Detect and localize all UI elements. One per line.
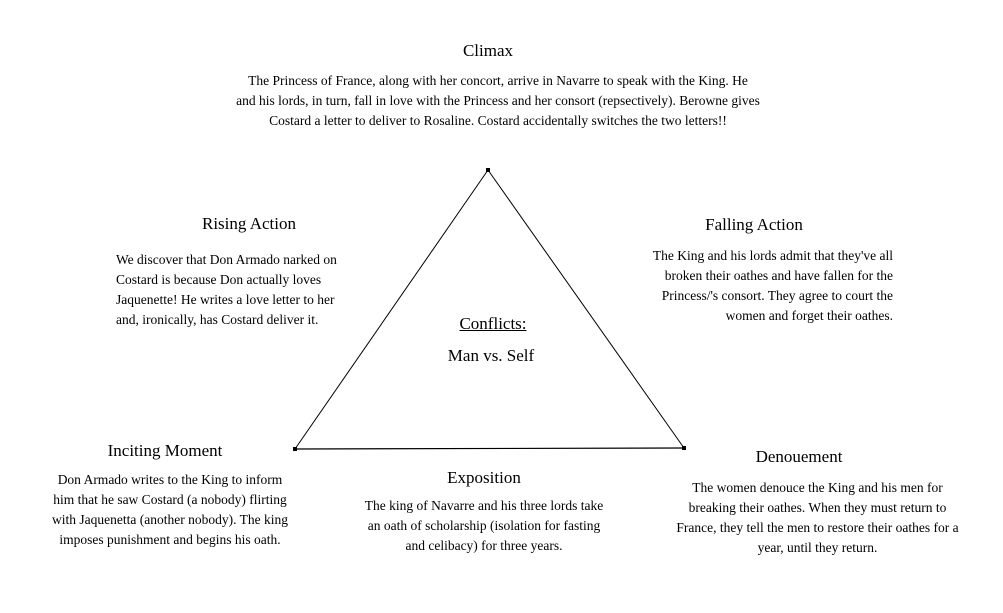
denouement-heading: Denouement xyxy=(755,447,843,466)
denouement-description xyxy=(650,478,985,558)
base-edge xyxy=(295,448,684,449)
climax-line: and his lords, in turn, fall in love with the Princess and her consort (repsectively). Berowne gives xyxy=(236,93,760,108)
climax-line: The Princess of France, along with her concort, arrive in Navarre to speak with the King. He xyxy=(248,73,748,88)
denouement-line: year, until they return. xyxy=(757,540,878,555)
rising-action-line: Jaquenette! He writes a love letter to her xyxy=(116,292,335,307)
rising-action-description xyxy=(116,250,396,330)
inciting-moment-line: with Jaquenetta (another nobody). The king xyxy=(52,512,288,527)
falling-action-line: Princess/'s consort. They agree to court the xyxy=(661,288,893,303)
exposition-line: The king of Navarre and his three lords take xyxy=(364,498,604,513)
left-vertex-marker xyxy=(293,447,297,451)
inciting-moment-line: Don Armado writes to the King to inform xyxy=(57,472,283,487)
exposition-line: and celibacy) for three years. xyxy=(405,538,563,553)
falling-action-line: women and forget their oathes. xyxy=(725,308,893,323)
falling-action-line: broken their oathes and have fallen for the xyxy=(664,268,893,283)
inciting-moment-line: him that he saw Costard (a nobody) flirting xyxy=(53,492,287,507)
climax-description xyxy=(188,71,808,131)
exposition-line: an oath of scholarship (isolation for fasting xyxy=(367,518,601,533)
inciting-moment-line: imposes punishment and begins his oath. xyxy=(59,532,281,547)
denouement-line: breaking their oathes. When they must return to xyxy=(688,500,947,515)
climax-line: Costard a letter to deliver to Rosaline. Costard accidentally switches the two letters!! xyxy=(269,113,727,128)
falling-action-heading: Falling Action xyxy=(705,215,803,234)
inciting-moment-heading: Inciting Moment xyxy=(107,441,223,460)
rising-action-line: We discover that Don Armado narked on xyxy=(116,252,337,267)
rising-action-heading: Rising Action xyxy=(202,214,296,233)
right-vertex-marker xyxy=(682,446,686,450)
falling-action-line: The King and his lords admit that they've all xyxy=(652,248,893,263)
falling-action-description xyxy=(593,246,893,326)
inciting-moment-description xyxy=(25,470,315,550)
rising-action-line: Costard is because Don actually loves xyxy=(116,272,322,287)
exposition-description xyxy=(339,496,629,556)
exposition-heading: Exposition xyxy=(447,468,521,487)
rising-action-line: and, ironically, has Costard deliver it. xyxy=(116,312,319,327)
denouement-line: The women denouce the King and his men for xyxy=(692,480,943,495)
conflicts-value: Man vs. Self xyxy=(447,346,535,365)
climax-heading: Climax xyxy=(462,41,514,60)
apex-vertex-marker xyxy=(486,168,490,172)
denouement-line: France, they tell the men to restore their oathes for a xyxy=(676,520,959,535)
conflicts-title: Conflicts: xyxy=(459,314,527,333)
